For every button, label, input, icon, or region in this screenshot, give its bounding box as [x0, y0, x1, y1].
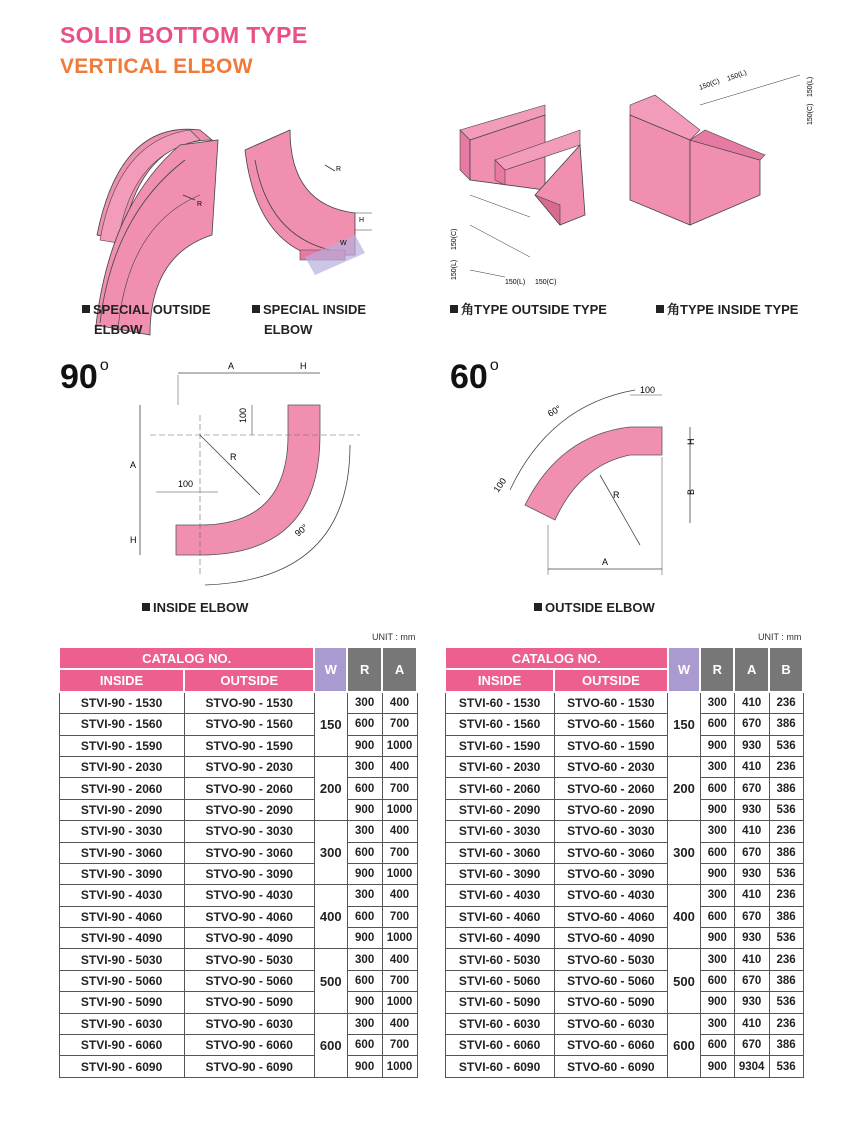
- svg-text:R: R: [197, 201, 203, 208]
- inside-elbow-90-diagram: [120, 355, 380, 595]
- inside-catalog-no: STVI-60 - 6090: [445, 1056, 554, 1077]
- inside-catalog-no: STVI-90 - 1560: [59, 714, 184, 735]
- bullet-square-icon: [450, 305, 458, 313]
- outside-catalog-no: STVO-60 - 2030: [554, 756, 667, 777]
- svg-text:H: H: [359, 217, 365, 224]
- dimension-value: 300: [700, 1013, 734, 1034]
- table-row: [445, 821, 803, 842]
- table-row: [59, 928, 417, 949]
- elbow-60-shape: [525, 427, 662, 520]
- outside-catalog-no: STVO-60 - 6060: [554, 1035, 667, 1056]
- w-value: 200: [314, 756, 347, 820]
- inside-catalog-no: STVI-90 - 3090: [59, 863, 184, 884]
- table-row: [445, 928, 803, 949]
- outside-catalog-no: STVO-90 - 3090: [184, 863, 314, 884]
- table-row: [59, 799, 417, 820]
- inside-header: INSIDE: [59, 669, 184, 691]
- dimension-value: 386: [769, 1035, 803, 1056]
- outside-catalog-no: STVO-90 - 3030: [184, 821, 314, 842]
- w-header: W: [668, 647, 701, 692]
- outside-catalog-no: STVO-60 - 3030: [554, 821, 667, 842]
- caption-special-inside: SPECIAL INSIDE ELBOW: [252, 300, 366, 340]
- w-value: 600: [668, 1013, 701, 1077]
- inside-catalog-no: STVI-90 - 6060: [59, 1035, 184, 1056]
- dimension-value: 300: [700, 885, 734, 906]
- outside-catalog-no: STVO-60 - 5030: [554, 949, 667, 970]
- outside-catalog-no: STVO-90 - 6030: [184, 1013, 314, 1034]
- catalog-table-60: [444, 646, 804, 1078]
- outside-catalog-no: STVO-90 - 4060: [184, 906, 314, 927]
- inside-catalog-no: STVI-60 - 1590: [445, 735, 554, 756]
- inside-catalog-no: STVI-90 - 6030: [59, 1013, 184, 1034]
- inside-catalog-no: STVI-60 - 2030: [445, 756, 554, 777]
- outside-catalog-no: STVO-60 - 5090: [554, 992, 667, 1013]
- svg-text:150(L): 150(L): [505, 279, 526, 286]
- inside-catalog-no: STVI-90 - 2060: [59, 778, 184, 799]
- outside-catalog-no: STVO-90 - 6060: [184, 1035, 314, 1056]
- outside-catalog-no: STVO-90 - 2030: [184, 756, 314, 777]
- svg-text:A: A: [602, 557, 609, 567]
- table-row: [59, 692, 417, 714]
- dimension-value: 300: [700, 949, 734, 970]
- dimension-value: 386: [769, 970, 803, 991]
- table-row: [445, 756, 803, 777]
- dimension-value: 400: [382, 1013, 417, 1034]
- dimension-value: 930: [734, 863, 769, 884]
- dimension-value: 670: [734, 778, 769, 799]
- catalog-header: CATALOG NO.: [59, 647, 314, 669]
- dimension-value: 410: [734, 692, 769, 714]
- special-inside-elbow-illustration: [245, 130, 372, 275]
- dimension-value: 1000: [382, 863, 417, 884]
- outside-catalog-no: STVO-60 - 3090: [554, 863, 667, 884]
- dimension-value: 600: [347, 1035, 382, 1056]
- dimension-value: 900: [700, 1056, 734, 1077]
- dimension-value: 386: [769, 842, 803, 863]
- dimension-value: 930: [734, 992, 769, 1013]
- table-row: [59, 885, 417, 906]
- svg-text:90°: 90°: [292, 522, 310, 539]
- table-row: [445, 906, 803, 927]
- dimension-value: 700: [382, 970, 417, 991]
- outside-catalog-no: STVO-90 - 1530: [184, 692, 314, 714]
- dimension-value: 700: [382, 906, 417, 927]
- inside-catalog-no: STVI-60 - 3030: [445, 821, 554, 842]
- outside-catalog-no: STVO-60 - 4060: [554, 906, 667, 927]
- outside-catalog-no: STVO-90 - 1590: [184, 735, 314, 756]
- r-header: R: [347, 647, 382, 692]
- angle-60-label: 60 $^o$: [450, 357, 499, 396]
- dimension-value: 900: [347, 799, 382, 820]
- catalog-table-90: [58, 646, 418, 1078]
- dimension-value: 300: [700, 821, 734, 842]
- svg-text:100: 100: [640, 385, 656, 395]
- a-header: A: [382, 647, 417, 692]
- svg-text:60°: 60°: [546, 403, 563, 419]
- table-row: [445, 778, 803, 799]
- inside-catalog-no: STVI-60 - 1530: [445, 692, 554, 714]
- dimension-value: 600: [700, 842, 734, 863]
- dimension-value: 900: [347, 1056, 382, 1077]
- outside-catalog-no: STVO-90 - 4030: [184, 885, 314, 906]
- kaku-inside-illustration: [630, 69, 814, 225]
- dimension-value: 536: [769, 992, 803, 1013]
- table-row: [59, 1035, 417, 1056]
- dimension-value: 600: [700, 778, 734, 799]
- b-header: B: [769, 647, 803, 692]
- dimension-value: 400: [382, 692, 417, 714]
- dimension-value: 900: [347, 863, 382, 884]
- dimension-value: 670: [734, 714, 769, 735]
- bullet-square-icon: [82, 305, 90, 313]
- dimension-value: 900: [700, 799, 734, 820]
- dimension-value: 400: [382, 756, 417, 777]
- page-title: SOLID BOTTOM TYPE: [60, 22, 308, 48]
- table-row: [445, 692, 803, 714]
- dimension-value: 536: [769, 863, 803, 884]
- inside-catalog-no: STVI-90 - 4090: [59, 928, 184, 949]
- table-row: [59, 714, 417, 735]
- dimension-value: 600: [700, 906, 734, 927]
- svg-text:100: 100: [238, 407, 248, 423]
- svg-text:R: R: [230, 452, 237, 462]
- table-row: [445, 885, 803, 906]
- dimension-value: 670: [734, 970, 769, 991]
- table-row: [59, 949, 417, 970]
- table-row: [445, 842, 803, 863]
- caption-kaku-outside: 角TYPE OUTSIDE TYPE: [450, 300, 607, 320]
- svg-text:A: A: [130, 460, 137, 470]
- dimension-value: 300: [700, 692, 734, 714]
- svg-text:W: W: [340, 240, 347, 247]
- dimension-value: 536: [769, 735, 803, 756]
- outside-catalog-no: STVO-60 - 4030: [554, 885, 667, 906]
- outside-catalog-no: STVO-90 - 5030: [184, 949, 314, 970]
- dimension-value: 300: [347, 821, 382, 842]
- dimension-value: 600: [347, 842, 382, 863]
- dimension-value: 236: [769, 821, 803, 842]
- caption-special-outside: SPECIAL OUTSIDE ELBOW: [82, 300, 211, 340]
- product-illustrations: [0, 69, 850, 295]
- table-row: [445, 992, 803, 1013]
- dimension-value: 410: [734, 885, 769, 906]
- svg-text:H: H: [300, 361, 307, 371]
- outside-catalog-no: STVO-90 - 5090: [184, 992, 314, 1013]
- dimension-value: 700: [382, 778, 417, 799]
- bullet-square-icon: [534, 603, 542, 611]
- page-subtitle: VERTICAL ELBOW: [60, 55, 253, 78]
- dimension-value: 300: [347, 692, 382, 714]
- dimension-value: 1000: [382, 1056, 417, 1077]
- inside-catalog-no: STVI-60 - 3060: [445, 842, 554, 863]
- dimension-value: 9304: [734, 1056, 769, 1077]
- caption-kaku-inside: 角TYPE INSIDE TYPE: [656, 300, 798, 320]
- dimension-value: 236: [769, 1013, 803, 1034]
- caption-inside-elbow: INSIDE ELBOW: [142, 598, 248, 618]
- inside-catalog-no: STVI-90 - 5090: [59, 992, 184, 1013]
- dimension-value: 410: [734, 1013, 769, 1034]
- dimension-value: 410: [734, 756, 769, 777]
- svg-text:150(C): 150(C): [807, 103, 814, 125]
- outside-catalog-no: STVO-60 - 2060: [554, 778, 667, 799]
- kaku-outside-illustration: [451, 105, 585, 286]
- outside-elbow-60-diagram: [480, 375, 710, 585]
- table-row: [59, 992, 417, 1013]
- table-row: [445, 1056, 803, 1077]
- bullet-square-icon: [656, 305, 664, 313]
- dimension-value: 386: [769, 714, 803, 735]
- dimension-value: 600: [347, 714, 382, 735]
- svg-text:150(L): 150(L): [726, 69, 748, 83]
- outside-header: OUTSIDE: [184, 669, 314, 691]
- dimension-value: 236: [769, 885, 803, 906]
- unit-label-90: UNIT : mm: [372, 632, 416, 642]
- dimension-value: 900: [347, 735, 382, 756]
- inside-catalog-no: STVI-90 - 3060: [59, 842, 184, 863]
- table-row: [445, 735, 803, 756]
- dimension-value: 1000: [382, 992, 417, 1013]
- dimension-value: 400: [382, 949, 417, 970]
- dimension-value: 930: [734, 799, 769, 820]
- dimension-value: 900: [700, 928, 734, 949]
- table-row: [59, 821, 417, 842]
- dimension-value: 410: [734, 821, 769, 842]
- dimension-value: 400: [382, 821, 417, 842]
- w-value: 200: [668, 756, 701, 820]
- inside-catalog-no: STVI-90 - 5060: [59, 970, 184, 991]
- dimension-value: 1000: [382, 928, 417, 949]
- dimension-value: 400: [382, 885, 417, 906]
- dimension-value: 600: [347, 906, 382, 927]
- table-row: [59, 842, 417, 863]
- inside-catalog-no: STVI-60 - 4030: [445, 885, 554, 906]
- angle-90-label: 90 $^o$: [60, 357, 109, 396]
- svg-text:150(L): 150(L): [807, 76, 814, 97]
- dimension-value: 930: [734, 928, 769, 949]
- catalog-header: CATALOG NO.: [445, 647, 668, 669]
- inside-catalog-no: STVI-60 - 5030: [445, 949, 554, 970]
- w-value: 300: [314, 821, 347, 885]
- outside-catalog-no: STVO-60 - 3060: [554, 842, 667, 863]
- dimension-value: 386: [769, 906, 803, 927]
- outside-catalog-no: STVO-60 - 1560: [554, 714, 667, 735]
- dimension-value: 536: [769, 928, 803, 949]
- table-row: [445, 1035, 803, 1056]
- outside-catalog-no: STVO-60 - 6030: [554, 1013, 667, 1034]
- inside-catalog-no: STVI-90 - 2030: [59, 756, 184, 777]
- table-row: [59, 1013, 417, 1034]
- dimension-value: 700: [382, 842, 417, 863]
- dimension-value: 386: [769, 778, 803, 799]
- dimension-value: 300: [347, 1013, 382, 1034]
- dimension-value: 600: [347, 778, 382, 799]
- w-value: 500: [314, 949, 347, 1013]
- w-value: 150: [314, 692, 347, 757]
- table-row: [445, 970, 803, 991]
- dimension-value: 900: [700, 992, 734, 1013]
- svg-text:150(C): 150(C): [698, 77, 721, 92]
- inside-catalog-no: STVI-90 - 4030: [59, 885, 184, 906]
- inside-catalog-no: STVI-90 - 3030: [59, 821, 184, 842]
- dimension-value: 600: [347, 970, 382, 991]
- dimension-value: 1000: [382, 799, 417, 820]
- dimension-value: 300: [347, 756, 382, 777]
- dimension-value: 930: [734, 735, 769, 756]
- w-value: 150: [668, 692, 701, 757]
- inside-catalog-no: STVI-90 - 5030: [59, 949, 184, 970]
- svg-text:B: B: [686, 488, 696, 495]
- inside-catalog-no: STVI-60 - 4060: [445, 906, 554, 927]
- table-row: [59, 970, 417, 991]
- outside-catalog-no: STVO-90 - 1560: [184, 714, 314, 735]
- table-row: [445, 799, 803, 820]
- inside-catalog-no: STVI-60 - 1560: [445, 714, 554, 735]
- svg-text:R: R: [336, 166, 342, 173]
- w-value: 400: [314, 885, 347, 949]
- table-row: [59, 863, 417, 884]
- inside-catalog-no: STVI-60 - 4090: [445, 928, 554, 949]
- dimension-value: 700: [382, 1035, 417, 1056]
- inside-catalog-no: STVI-60 - 2090: [445, 799, 554, 820]
- bullet-square-icon: [142, 603, 150, 611]
- w-header: W: [314, 647, 347, 692]
- inside-catalog-no: STVI-60 - 3090: [445, 863, 554, 884]
- inside-catalog-no: STVI-60 - 5090: [445, 992, 554, 1013]
- svg-text:150(L): 150(L): [451, 259, 458, 280]
- outside-catalog-no: STVO-60 - 5060: [554, 970, 667, 991]
- dimension-value: 236: [769, 949, 803, 970]
- dimension-value: 1000: [382, 735, 417, 756]
- outside-catalog-no: STVO-60 - 1530: [554, 692, 667, 714]
- w-value: 300: [668, 821, 701, 885]
- svg-text:150(C): 150(C): [451, 228, 458, 250]
- dimension-value: 300: [347, 949, 382, 970]
- dimension-value: 536: [769, 799, 803, 820]
- outside-catalog-no: STVO-60 - 2090: [554, 799, 667, 820]
- inside-catalog-no: STVI-60 - 2060: [445, 778, 554, 799]
- dimension-value: 900: [700, 735, 734, 756]
- dimension-value: 536: [769, 1056, 803, 1077]
- inside-catalog-no: STVI-90 - 1590: [59, 735, 184, 756]
- svg-text:100: 100: [178, 479, 194, 489]
- svg-text:H: H: [130, 535, 137, 545]
- a-header: A: [734, 647, 769, 692]
- table-row: [445, 863, 803, 884]
- dimension-value: 600: [700, 970, 734, 991]
- outside-catalog-no: STVO-90 - 3060: [184, 842, 314, 863]
- unit-label-60: UNIT : mm: [758, 632, 802, 642]
- w-value: 500: [668, 949, 701, 1013]
- dimension-value: 236: [769, 692, 803, 714]
- dimension-value: 900: [347, 992, 382, 1013]
- dimension-value: 670: [734, 842, 769, 863]
- r-header: R: [700, 647, 734, 692]
- svg-text:100: 100: [491, 476, 509, 495]
- dimension-value: 300: [700, 756, 734, 777]
- inside-header: INSIDE: [445, 669, 554, 691]
- outside-header: OUTSIDE: [554, 669, 667, 691]
- outside-catalog-no: STVO-90 - 2090: [184, 799, 314, 820]
- table-row: [59, 906, 417, 927]
- dimension-value: 700: [382, 714, 417, 735]
- svg-text:R: R: [613, 490, 620, 500]
- table-row: [59, 756, 417, 777]
- inside-catalog-no: STVI-90 - 6090: [59, 1056, 184, 1077]
- svg-text:H: H: [686, 438, 696, 445]
- dimension-value: 670: [734, 906, 769, 927]
- table-row: [445, 1013, 803, 1034]
- w-value: 600: [314, 1013, 347, 1077]
- dimension-value: 600: [700, 714, 734, 735]
- dimension-value: 900: [347, 928, 382, 949]
- dimension-value: 410: [734, 949, 769, 970]
- outside-catalog-no: STVO-90 - 6090: [184, 1056, 314, 1077]
- dimension-value: 236: [769, 756, 803, 777]
- outside-catalog-no: STVO-60 - 6090: [554, 1056, 667, 1077]
- dimension-value: 900: [700, 863, 734, 884]
- bullet-square-icon: [252, 305, 260, 313]
- svg-text:150(C): 150(C): [535, 279, 557, 286]
- outside-catalog-no: STVO-90 - 4090: [184, 928, 314, 949]
- svg-text:A: A: [228, 361, 235, 371]
- caption-outside-elbow: OUTSIDE ELBOW: [534, 598, 655, 618]
- inside-catalog-no: STVI-90 - 4060: [59, 906, 184, 927]
- dimension-value: 670: [734, 1035, 769, 1056]
- inside-catalog-no: STVI-60 - 6030: [445, 1013, 554, 1034]
- outside-catalog-no: STVO-60 - 1590: [554, 735, 667, 756]
- dimension-value: 300: [347, 885, 382, 906]
- w-value: 400: [668, 885, 701, 949]
- table-row: [445, 949, 803, 970]
- outside-catalog-no: STVO-90 - 5060: [184, 970, 314, 991]
- outside-catalog-no: STVO-60 - 4090: [554, 928, 667, 949]
- table-row: [59, 735, 417, 756]
- table-row: [445, 714, 803, 735]
- inside-catalog-no: STVI-90 - 1530: [59, 692, 184, 714]
- outside-catalog-no: STVO-90 - 2060: [184, 778, 314, 799]
- table-row: [59, 778, 417, 799]
- dimension-value: 600: [700, 1035, 734, 1056]
- inside-catalog-no: STVI-60 - 5060: [445, 970, 554, 991]
- inside-catalog-no: STVI-60 - 6060: [445, 1035, 554, 1056]
- table-row: [59, 1056, 417, 1077]
- inside-catalog-no: STVI-90 - 2090: [59, 799, 184, 820]
